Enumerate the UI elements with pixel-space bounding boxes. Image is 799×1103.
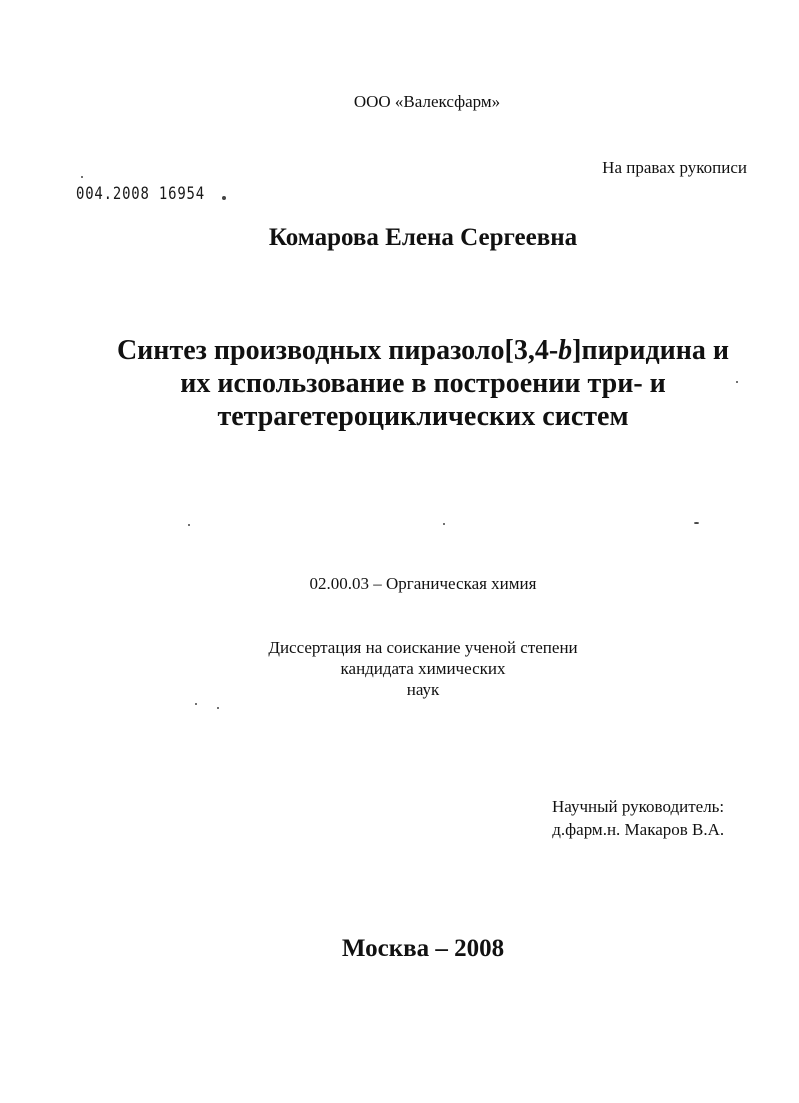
scan-speck	[81, 176, 83, 178]
organization-name: ООО «Валексфарм»	[353, 92, 501, 111]
scan-speck	[736, 381, 738, 383]
title-line-1-start: Синтез производных пиразоло[3,4-	[116, 335, 559, 366]
scan-speck	[195, 703, 197, 705]
dissertation-title	[80, 334, 766, 433]
scan-speck	[694, 522, 699, 524]
author-name: Комарова Елена Сергеевна	[268, 224, 578, 251]
title-line-3: тетрагетероциклических систем	[217, 401, 629, 432]
degree-line-2: кандидата химических	[340, 659, 506, 678]
manuscript-note: На правах рукописи	[602, 158, 747, 177]
advisor-label: Научный руководитель:	[552, 797, 725, 816]
scan-speck	[443, 523, 445, 525]
scan-speck	[188, 524, 190, 526]
title-line-2: их использование в построении три- и	[180, 368, 666, 399]
scientific-advisor	[552, 795, 724, 841]
title-line-1	[80, 334, 766, 367]
specialty-code: 02.00.03 – Органическая химия	[309, 574, 537, 593]
scan-speck	[222, 196, 226, 200]
title-line-1-end: ]пиридина и	[572, 335, 730, 366]
degree-line-3: наук	[406, 680, 440, 699]
place-and-year: Москва – 2008	[341, 935, 505, 962]
degree-line-1: Диссертация на соискание ученой степени	[268, 638, 578, 657]
scan-speck	[217, 707, 219, 709]
degree-statement	[0, 637, 799, 700]
title-line-1-italic: b	[558, 335, 573, 366]
advisor-name: д.фарм.н. Макаров В.А.	[552, 820, 725, 839]
registration-stamp: 004.2008 16954	[76, 184, 205, 204]
